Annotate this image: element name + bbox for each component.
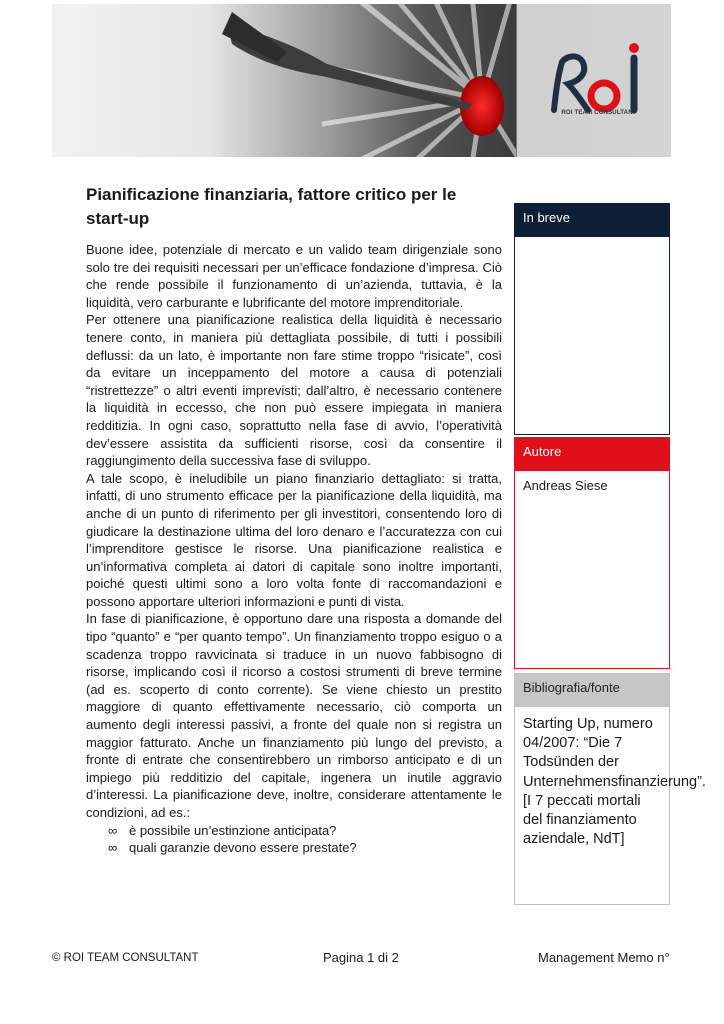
article-title: Pianificazione finanziaria, fattore critico per le start-up	[86, 185, 457, 228]
footer-page-number: Pagina 1 di 2	[323, 950, 399, 965]
header-banner	[52, 4, 671, 157]
bibliography-header: Bibliografia/fonte	[515, 674, 669, 707]
infinity-bullet-icon: ∞	[108, 822, 118, 838]
bibliography-box	[514, 673, 706, 905]
list-item	[86, 822, 502, 840]
dartboard-image	[52, 4, 516, 157]
paragraph: A tale scopo, è ineludibile un piano finanziario dettagliato: si tratta, infatti, di uno strumento efficace per la pianificazione della liquidità, ma anche di un punto di riferimento per gli investitori, consentendo loro di giudicare la destinazione ultima del loro denaro e l’accuratezza con cui l’imprenditore gestisce le risorse. Una pianificazione realistica e un’informativa completa ai datori di capitale sono inoltre importanti, poiché questi ultimi sono a loro volta fonte di raccomandazioni e possono apportare ulteriori informazioni e punti di vista.	[86, 470, 502, 609]
infinity-bullet-icon: ∞	[108, 840, 118, 856]
author-header: Autore	[515, 438, 669, 471]
author-box	[514, 437, 670, 669]
in-breve-header: In breve	[515, 204, 669, 237]
list-item-text: è possibile un’estinzione anticipata?	[129, 822, 337, 838]
list-item	[86, 839, 502, 857]
logo-tagline: ROI TEAM CONSULTANT	[561, 110, 637, 116]
roi-logo-icon	[548, 40, 648, 130]
article-body	[86, 241, 502, 857]
footer-copyright: © ROI TEAM CONSULTANT	[52, 952, 199, 964]
paragraph: Per ottenere una pianificazione realistica della liquidità è necessario tenere conto, in maniera più dettagliata possibile, di tutti i possibili deflussi: da un lato, è importante non fare stime troppo “risicate”, così da evitare un inceppamento del motore a causa di potenziali “ristrettezze” o altri eventi imprevisti; dall’altro, è necessario contenere la liquidità in eccesso, che non può essere impiegata in maniera redditizia. In ogni caso, soprattutto nella fase di avvio, l’operatività dev’essere assistita da sufficienti risorse, così da consentire il raggiungimento della successiva fase di sviluppo.	[86, 312, 502, 469]
in-breve-box	[514, 203, 670, 435]
author-name: Andreas Siese	[523, 478, 608, 493]
footer-memo-label: Management Memo n°	[538, 950, 670, 965]
paragraph: Buone idee, potenziale di mercato e un valido team dirigenziale sono solo tre dei requisiti necessari per un’efficace fondazione d’impresa. Ciò che rende possibile il funzionamento di un’azienda, tuttavia, è la liquidità, vero carburante e lubrificante del motore imprenditoriale.	[86, 242, 502, 310]
list-item-text: quali garanzie devono essere prestate?	[129, 840, 357, 856]
bullet-list	[86, 822, 502, 857]
paragraph: In fase di pianificazione, è opportuno dare una risposta a domande del tipo “quanto” e “per quanto tempo”. Un finanziamento troppo esiguo o a scadenza troppo ravvicinata si traduce in un nuovo fabbisogno di risorse, implicando così il ricorso a costosi strumenti di breve termine (ad es. scoperto di conto corrente). Se viene chiesto un prestito maggiore di quanto effettivamente necessario, ciò comporta un aumento degli interessi passivi, a fronte del quale non si registra un maggior fatturato. Anche un finanziamento più lungo del previsto, a fronte di entrate che consentirebbero un rimborso anticipato e di un impiego più redditizio del capitale, ingenera un inutile aggravio d’interessi. La pianificazione deve, inoltre, considerare attentamente le condizioni, ad es.:	[86, 611, 502, 820]
bibliography-text: Starting Up, numero 04/2007: “Die 7 Todsünden der Unternehmensfinanzierung”. [I 7 peccati mortali del finanziamento aziendale, NdT]	[523, 716, 706, 848]
